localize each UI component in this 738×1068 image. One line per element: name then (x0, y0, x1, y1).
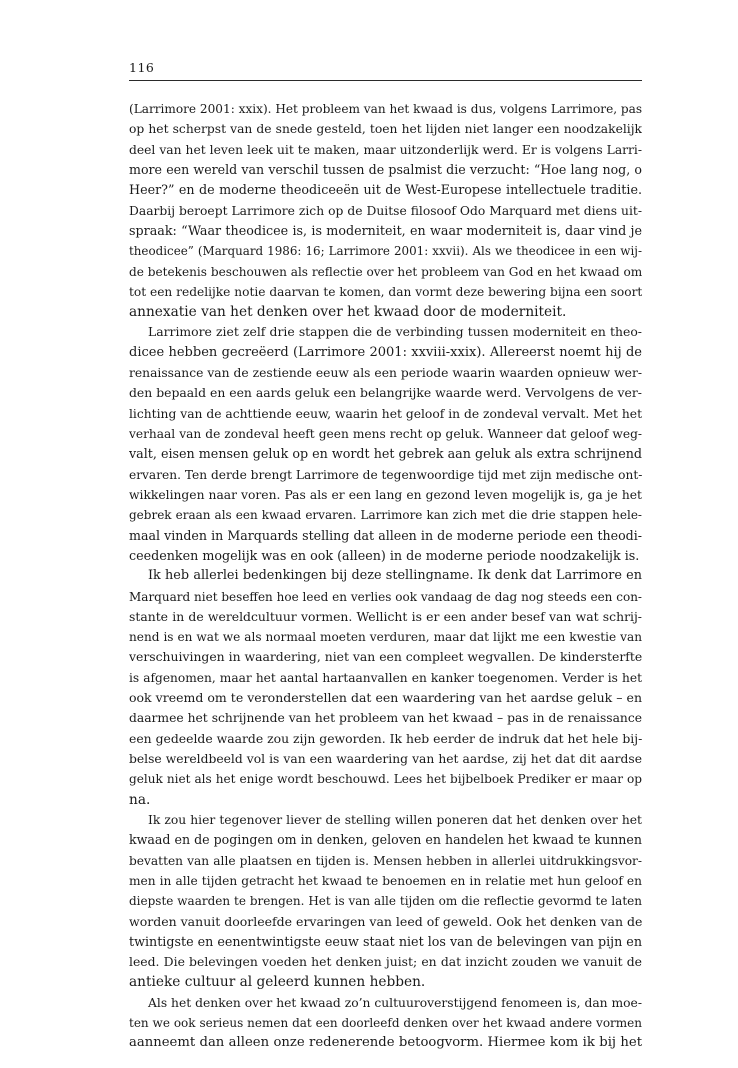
text-line: Daarbij beroept Larrimore zich op de Duitse filosoof Odo Marquard met diens uit- (129, 203, 642, 218)
text-line: dicee hebben gecreëerd (Larrimore 2001: xxviii-xxix). Allereerst noemt hij de (129, 344, 642, 360)
text-line: twintigste en eenentwintigste eeuw staat niet los van de belevingen van pijn en (129, 933, 642, 949)
text-line: aanneemt dan alleen onze redenerende betoogvorm. Hiermee kom ik bij het (129, 1035, 642, 1051)
text-line: Heer?” en de moderne theodiceeën uit de West-Europese intellectuele traditie. (129, 182, 642, 198)
text-line: geluk niet als het enige wordt beschouwd. Lees het bijbelboek Prediker er maar op (129, 772, 642, 787)
paragraph (129, 810, 642, 993)
text-line: wikkelingen naar voren. Pas als er een lang en gezond leven mogelijk is, ga je het (129, 487, 642, 502)
text-line: daarmee het schrijnende van het probleem van het kwaad – pas in de renaissance (129, 711, 642, 726)
text-line: renaissance van de zestiende eeuw als een periode waarin waarden opnieuw wer- (129, 366, 642, 381)
text-line: Als het denken over het kwaad zo’n cultuuroverstijgend fenomeen is, dan moe- (148, 995, 642, 1010)
paragraph (129, 993, 642, 1054)
text-line: tot een redelijke notie daarvan te komen, dan vormt deze bewering bijna een soort (129, 284, 642, 299)
text-line: de betekenis beschouwen als reflectie over het probleem van God en het kwaad om (129, 264, 642, 279)
paragraph (129, 99, 642, 322)
text-line: maal vinden in Marquards stelling dat alleen in de moderne periode een theodi- (129, 527, 642, 543)
text-line: (Larrimore 2001: xxix). Het probleem van het kwaad is dus, volgens Larrimore, pas (129, 102, 642, 116)
header-rule (129, 80, 642, 81)
text-line: ceedenken mogelijk was en ook (alleen) in de moderne periode noodzakelijk is. (129, 547, 640, 563)
text-line: op het scherpst van de snede gesteld, toen het lijden niet langer een noodzakelijk (129, 122, 642, 137)
text-line: nend is en wat we als normaal moeten verduren, maar dat lijkt me een kwestie van (129, 630, 642, 645)
text-line: een gedeelde waarde zou zijn geworden. Ik heb eerder de indruk dat het hele bij- (129, 730, 642, 746)
text-line: men in alle tijden getracht het kwaad te benoemen en in relatie met hun geloof en (129, 873, 642, 888)
text-line: theodicee” (Marquard 1986: 16; Larrimore 2001: xxvii). Als we theodicee in een wij- (129, 244, 642, 259)
text-line: den bepaald en een aards geluk een belangrijke waarde werd. Vervolgens de ver- (129, 385, 642, 401)
text-line: verhaal van de zondeval heeft geen mens recht op geluk. Wanneer dat geloof weg- (129, 427, 642, 441)
text-line: stante in de wereldcultuur vormen. Wellicht is er een ander besef van wat schrij- (129, 608, 642, 624)
text-line: belse wereldbeeld vol is van een waardering van het aardse, zij het dat dit aardse (129, 752, 642, 766)
text-line: ook vreemd om te veronderstellen dat een waardering van het aardse geluk – en (129, 690, 642, 706)
text-line: Marquard niet beseffen hoe leed en verlies ook vandaag de dag nog steeds een con- (129, 589, 642, 604)
body-text (129, 99, 642, 1054)
paragraph (129, 566, 642, 810)
text-line: lichting van de achttiende eeuw, waarin het geloof in de zondeval vervalt. Met het (129, 406, 642, 421)
text-line: gebrek eraan als een kwaad ervaren. Larrimore kan zich met die drie stappen hele- (129, 508, 642, 523)
text-line: worden vanuit doorleefde ervaringen van leed of geweld. Ook het denken van de (129, 913, 642, 929)
text-line: kwaad en de pogingen om in denken, geloven en handelen het kwaad te kunnen (129, 832, 642, 848)
text-line: valt, eisen mensen geluk op en wordt het gebrek aan geluk als extra schrijnend (129, 446, 642, 462)
paragraph (129, 322, 642, 566)
text-line: na. (129, 791, 151, 808)
text-line: annexatie van het denken over het kwaad door de moderniteit. (129, 304, 567, 321)
text-line: deel van het leven leek uit te maken, maar uitzonderlijk werd. Er is volgens Larri- (129, 142, 642, 157)
text-line: more een wereld van verschil tussen de psalmist die verzucht: “Hoe lang nog, o (129, 161, 642, 177)
text-line: Larrimore ziet zelf drie stappen die de verbinding tussen moderniteit en theo- (148, 324, 642, 340)
text-line: verschuivingen in waardering, niet van een compleet wegvallen. De kindersterfte (129, 649, 642, 665)
text-line: diepste waarden te brengen. Het is van alle tijden om die reflectie gevormd te laten (129, 894, 642, 909)
text-line: Ik zou hier tegenover liever de stelling willen poneren dat het denken over het (148, 812, 642, 827)
text-line: spraak: “Waar theodicee is, is moderniteit, en waar moderniteit is, daar vind je (129, 222, 642, 238)
text-line: ervaren. Ten derde brengt Larrimore de tegenwoordige tijd met zijn medische ont- (129, 467, 642, 482)
page-number: 116 (129, 60, 155, 75)
text-line: is afgenomen, maar het aantal hartaanvallen en kanker toegenomen. Verder is het (129, 670, 642, 685)
text-line: bevatten van alle plaatsen en tijden is. Mensen hebben in allerlei uitdrukkingsvor- (129, 853, 642, 868)
text-line: leed. Die belevingen voeden het denken juist; en dat inzicht zouden we vanuit de (129, 954, 642, 970)
text-line: antieke cultuur al geleerd kunnen hebben. (129, 974, 426, 991)
text-line: ten we ook serieus nemen dat een doorleefd denken over het kwaad andere vormen (129, 1016, 642, 1031)
text-line: Ik heb allerlei bedenkingen bij deze stellingname. Ik denk dat Larrimore en (148, 568, 642, 584)
